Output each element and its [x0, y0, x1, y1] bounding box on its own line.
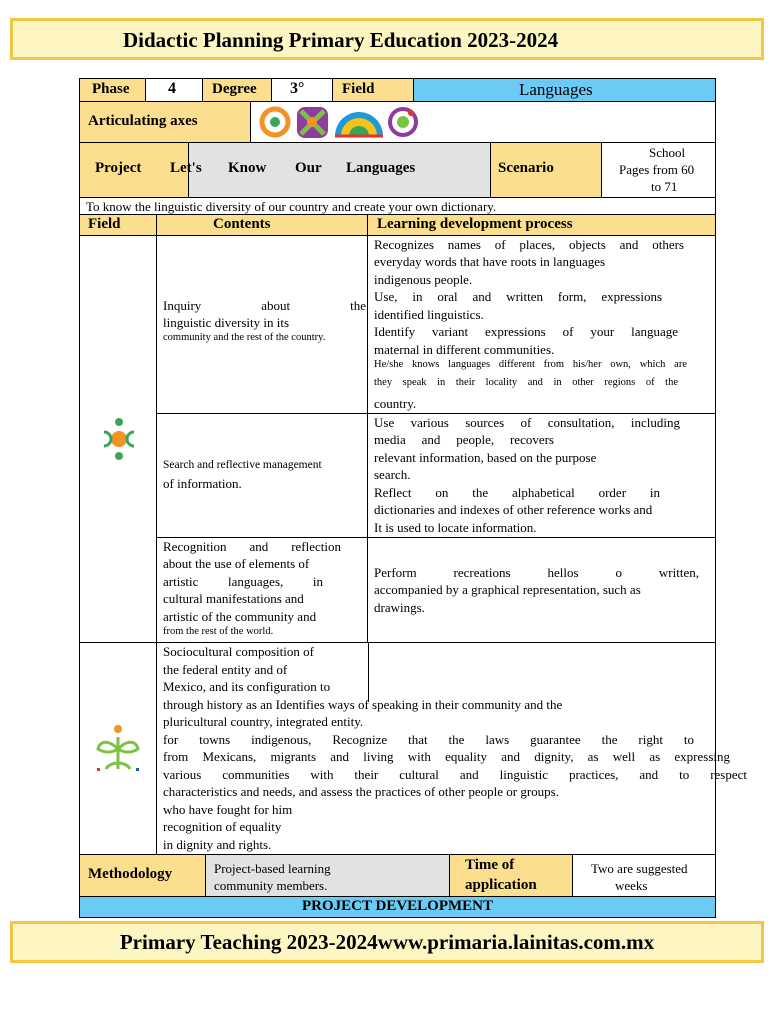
process-1-line-2: everyday words that have roots in languages — [374, 254, 606, 269]
phase-value: 4 — [168, 80, 176, 97]
row-4-line-3: Mexico, and its configuration to — [163, 679, 331, 694]
phase-value-cell — [145, 78, 203, 102]
methodology-line-1: Project-based learning — [214, 861, 331, 876]
process-1-line-9: they speak in their locality and in other regions of the — [374, 377, 678, 388]
goal-cell — [79, 197, 716, 215]
col-process-label: Learning development process — [377, 216, 573, 232]
degree-label-cell — [202, 78, 272, 102]
scenario-label: Scenario — [498, 160, 554, 176]
content-3-line-2: about the use of elements of — [163, 556, 310, 571]
process-cell-3 — [367, 537, 716, 643]
methodology-value-cell — [205, 854, 450, 897]
inclusion-icon — [262, 109, 288, 135]
methodology-label-cell — [79, 854, 206, 897]
process-cell-2 — [367, 413, 716, 538]
critical-thinking-icon — [297, 107, 328, 138]
languages-field-icon — [94, 414, 144, 464]
scenario-label-cell — [490, 142, 602, 198]
scenario-line-1: School — [649, 145, 686, 160]
axes-label: Articulating axes — [88, 113, 198, 129]
process-3-line-3: drawings. — [374, 600, 425, 615]
goal-text: To know the linguistic diversity of our country and create your own dictionary. — [86, 199, 497, 214]
project-word-2: Know — [228, 160, 267, 176]
methodology-label: Methodology — [88, 866, 173, 882]
row-4-line-11: recognition of equality — [163, 819, 282, 834]
project-development-label: PROJECT DEVELOPMENT — [302, 898, 493, 914]
field-value-cell — [413, 78, 716, 102]
content-cell-3 — [156, 537, 368, 643]
arts-icon — [390, 109, 416, 135]
content-3-line-5: artistic of the community and — [163, 609, 317, 624]
planning-table — [79, 78, 747, 918]
content-cell-1 — [156, 235, 368, 414]
time-value-cell — [572, 854, 716, 897]
process-2-line-6: dictionaries and indexes of other reference works and — [374, 502, 653, 517]
time-value-line-2: weeks — [615, 878, 648, 893]
header-banner — [10, 18, 764, 60]
process-3-line-1: Perform recreations hellos o written, — [374, 565, 699, 580]
phase-label-cell — [79, 78, 146, 102]
field-cell-ethics — [79, 642, 157, 855]
col-contents-label: Contents — [213, 216, 271, 232]
axes-icons-cell — [250, 101, 716, 143]
methodology-line-2: community members. — [214, 878, 328, 893]
time-label-line-2: application — [465, 877, 537, 893]
process-1-line-8: He/she knows languages different from his/her own, which are — [374, 359, 687, 370]
process-3-line-2: accompanied by a graphical representation, such as — [374, 582, 641, 597]
process-2-line-5: Reflect on the alphabetical order in — [374, 485, 660, 500]
col-contents-header — [156, 214, 368, 236]
articulating-axes-icons — [257, 102, 427, 142]
field-label-cell — [332, 78, 414, 102]
field-label: Field — [342, 81, 375, 97]
time-label-cell — [449, 854, 573, 897]
process-1-line-3: indigenous people. — [374, 272, 473, 287]
process-1-line-4: Use, in oral and written form, expressions — [374, 289, 662, 304]
process-2-line-1: Use various sources of consultation, including — [374, 415, 680, 430]
scenario-line-2: Pages from 60 — [619, 162, 695, 177]
content-2-line-1: Search and reflective management — [163, 459, 322, 471]
process-2-line-7: It is used to locate information. — [374, 520, 537, 535]
project-word-3: Our — [295, 160, 322, 176]
row-4-line-5: pluricultural country, integrated entity. — [163, 714, 364, 729]
row-4-line-7: from Mexicans, migrants and living with equality and dignity, as well as expressing — [163, 749, 730, 764]
content-3-line-3: artistic languages, in — [163, 574, 323, 589]
col-field-header — [79, 214, 157, 236]
content-3-line-6: from the rest of the world. — [163, 626, 274, 637]
project-word-1: Let's — [170, 160, 202, 176]
content-1-line-2: linguistic diversity in its — [163, 315, 290, 330]
page-title: Didactic Planning Primary Education 2023-2024 — [123, 28, 559, 52]
interculturality-icon — [335, 112, 383, 136]
footer-banner — [10, 921, 764, 963]
process-cell-1 — [367, 235, 716, 414]
content-1-line-1: Inquiry about the — [163, 298, 366, 313]
row-4-line-6: for towns indigenous, Recognize that the laws guarantee the right to — [163, 732, 694, 747]
process-2-line-4: search. — [374, 467, 411, 482]
degree-value: 3° — [290, 80, 305, 97]
content-cell-2 — [156, 413, 368, 538]
field-value: Languages — [519, 80, 593, 99]
row-4-line-10: who have fought for him — [163, 802, 293, 817]
row-4-line-8: various communities with their cultural and linguistic practices, and to respect — [163, 767, 747, 782]
process-2-line-3: relevant information, based on the purpose — [374, 450, 597, 465]
row-4-line-2: the federal entity and of — [163, 662, 288, 677]
row-4-divider — [368, 642, 369, 702]
field-cell-languages — [79, 235, 157, 643]
content-1-line-3: community and the rest of the country. — [163, 332, 326, 343]
row-4-line-1: Sociocultural composition of — [163, 644, 314, 659]
process-1-line-7: maternal in different communities. — [374, 342, 555, 357]
project-development-bar — [79, 896, 716, 918]
process-1-line-10: country. — [374, 396, 417, 411]
scenario-value-cell — [601, 142, 716, 198]
process-1-line-1: Recognizes names of places, objects and others — [374, 237, 684, 252]
process-1-line-5: identified linguistics. — [374, 307, 484, 322]
project-word-4: Languages — [346, 160, 416, 176]
degree-label: Degree — [212, 81, 257, 97]
col-process-header — [367, 214, 716, 236]
scenario-line-3: to 71 — [651, 179, 678, 194]
time-label-line-1: Time of — [465, 857, 515, 873]
time-value-line-1: Two are suggested — [591, 861, 688, 876]
row-4-line-4: through history as an Identifies ways of speaking in their community and the — [163, 697, 563, 712]
process-2-line-2: media and people, recovers — [374, 432, 554, 447]
degree-value-cell — [271, 78, 333, 102]
footer-text: Primary Teaching 2023-2024www.primaria.lainitas.com.mx — [119, 930, 655, 954]
content-2-line-2: of information. — [163, 476, 242, 491]
content-process-cell-4 — [156, 642, 747, 855]
row-4-line-9: characteristics and needs, and assess the practices of other people or groups. — [163, 784, 559, 799]
process-1-line-6: Identify variant expressions of your language — [374, 324, 678, 339]
content-3-line-1: Recognition and reflection — [163, 539, 341, 554]
project-label: Project — [95, 160, 142, 176]
phase-label: Phase — [92, 81, 130, 97]
project-title-cell — [170, 142, 491, 198]
content-3-line-4: cultural manifestations and — [163, 591, 304, 606]
ethics-field-icon — [94, 723, 142, 775]
col-field-label: Field — [88, 216, 121, 232]
row-4-line-12: in dignity and rights. — [163, 837, 272, 852]
axes-label-cell — [79, 101, 251, 143]
